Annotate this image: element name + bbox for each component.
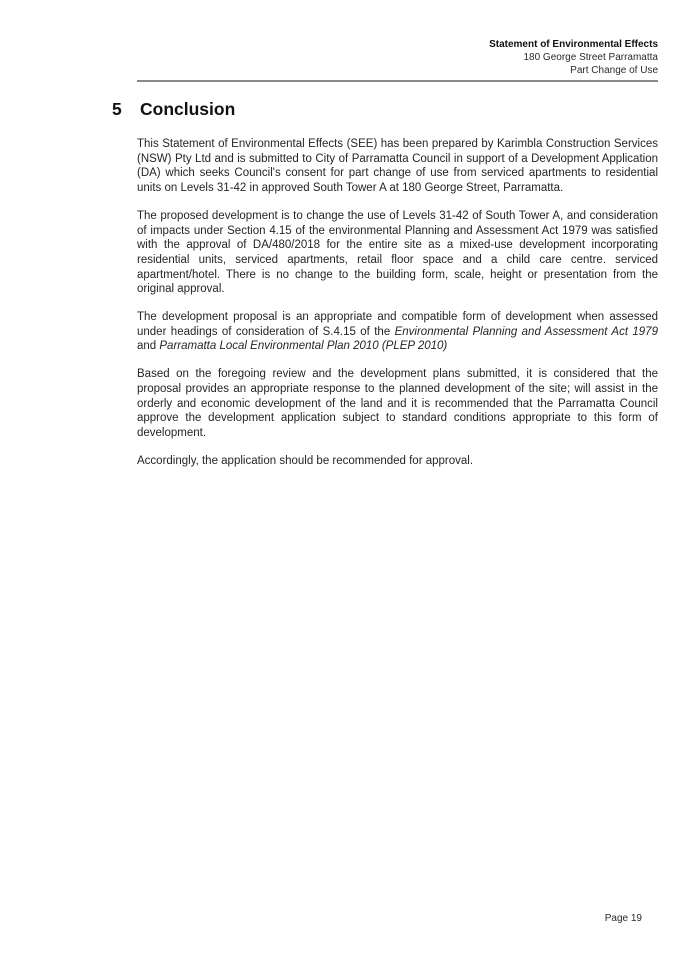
section-number: 5 (112, 99, 122, 119)
page-body-content (137, 137, 658, 468)
paragraph-4: Based on the foregoing review and the development plans submitted, it is considered that the proposal provides an appropriate response to the planned development of the site; will assist in the orderly and economic development of the land and it is recommended that the Parramatta Council approve the development application subject to standard conditions appropriate to this form of development. (137, 368, 658, 439)
header-subject-line: Part Change of Use (570, 65, 658, 76)
header-document-title: Statement of Environmental Effects (489, 39, 658, 50)
paragraph-3 (137, 310, 658, 354)
paragraph-3-segment-plain: and (137, 340, 160, 353)
paragraph-1: This Statement of Environmental Effects (SEE) has been prepared by Karimbla Construction Services (NSW) Pty Ltd and is submitted to City of Parramatta Council in support of a Development Application (DA) which seeks Council's consent for part change of use from serviced apartments to residential units on Levels 31-42 in approved South Tower A at 180 George Street, Parramatta. (137, 138, 658, 195)
section-title: Conclusion (140, 99, 236, 119)
paragraph-3-segment-plain: The development proposal is an appropriate and compatible form of development when assessed under headings of consideration of S.4.15 of the (137, 311, 658, 338)
header-address-line: 180 George Street Parramatta (523, 52, 658, 63)
page-header (0, 0, 682, 82)
paragraph-2: The proposed development is to change the use of Levels 31-42 of South Tower A, and consideration of impacts under Section 4.15 of the environmental Planning and Assessment Act 1979 was satisfied with the approval of DA/480/2018 for the entire site as a mixed-use development incorporating residential units, serviced apartments, retail floor space and a child care centre. serviced apartment/hotel. There is no change to the building form, scale, height or presentation from the original approval. (137, 209, 658, 296)
header-text-block (137, 38, 658, 77)
page-footer (605, 913, 642, 924)
paragraph-3-plan-title-italic: Parramatta Local Environmental Plan 2010 (PLEP 2010) (159, 340, 448, 353)
paragraph-3-act-title-italic: Environmental Planning and Assessment Act 1979 (394, 325, 658, 338)
section-heading (112, 99, 658, 120)
page-number: Page 19 (604, 913, 642, 924)
paragraph-5: Accordingly, the application should be recommended for approval. (137, 454, 474, 467)
header-divider-rule (137, 80, 658, 82)
